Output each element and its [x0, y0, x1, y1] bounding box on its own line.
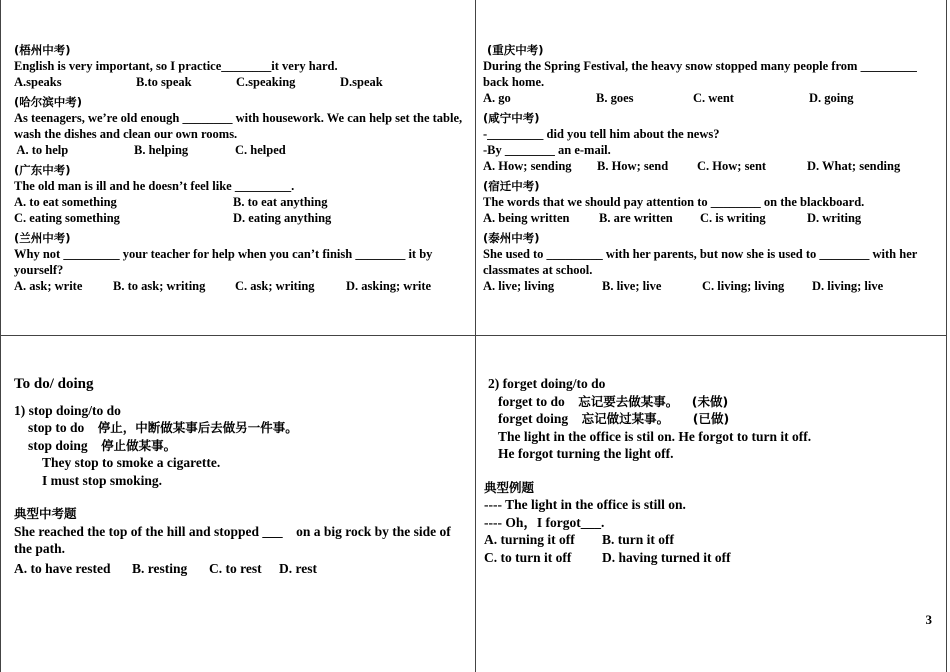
grammar-rule [484, 410, 939, 428]
option: A.speaks [14, 75, 62, 89]
option: C. is writing [700, 211, 766, 225]
vertical-divider [475, 0, 476, 672]
option: A. ask; write [14, 279, 83, 293]
option: C. to rest [209, 560, 262, 576]
option: A. live; living [483, 279, 555, 293]
question-line: -By ________ an e-mail. [483, 143, 611, 157]
panel-bottom-right [484, 375, 939, 566]
example-sentence: He forgot turning the light off. [498, 446, 674, 461]
rule-phrase: forget to do [498, 393, 565, 409]
option: D. writing [807, 211, 862, 225]
question-stem: The words that we should pay attention to ________ on the blackboard. [483, 195, 865, 209]
question-line: -_________ did you tell him about the news? [483, 127, 720, 141]
dialogue-line: ---- The light in the office is still on. [484, 497, 686, 512]
border-right [946, 0, 947, 672]
option: A. How; sending [483, 159, 572, 173]
option: C. helped [235, 143, 286, 157]
options-row [14, 142, 464, 158]
option: B. goes [596, 91, 634, 105]
example-sentence: The light in the office is stil on. He forgot to turn it off. [498, 428, 812, 444]
question-source: (广东中考) [14, 163, 71, 177]
options-row [14, 560, 464, 578]
option: A. being written [483, 211, 570, 225]
options-row [484, 531, 939, 549]
dialogue-line: ---- Oh，I forgot___. [484, 514, 605, 530]
grammar-rule [14, 419, 464, 437]
option: D.speak [340, 75, 383, 89]
typical-question-label: 典型中考题 [14, 506, 77, 521]
options-row [14, 278, 464, 294]
panel-top-right [483, 38, 938, 294]
option: B.to speak [136, 75, 192, 89]
option: C. to turn it off [484, 549, 572, 565]
option: B. resting [132, 560, 188, 576]
option: A. to help [14, 143, 69, 157]
options-row [14, 210, 464, 226]
grammar-rule [484, 393, 939, 411]
rule-meaning: 忘记做过某事。 [581, 411, 670, 426]
rule-phrase: forget doing [498, 411, 569, 426]
options-row [14, 74, 464, 90]
rule-tag: (已做) [692, 411, 730, 426]
question-source: (哈尔滨中考) [14, 95, 83, 109]
option: B. How; send [597, 159, 669, 173]
option: D. eating anything [233, 211, 332, 225]
options-row [483, 278, 938, 294]
rule-phrase: stop doing [28, 437, 88, 453]
option: D. living; live [812, 279, 884, 293]
question-stem: During the Spring Festival, the heavy snow stopped many people from _________ back home. [483, 59, 917, 89]
options-row [483, 158, 938, 174]
question-stem: The old man is ill and he doesn’t feel like _________. [14, 179, 295, 193]
horizontal-divider [0, 335, 947, 336]
option: A. go [483, 91, 511, 105]
option: C. How; sent [697, 159, 767, 173]
option: B. turn it off [602, 532, 674, 547]
option: A. to eat something [14, 195, 117, 209]
border-left [0, 0, 1, 672]
question-stem: English is very important, so I practice________it very hard. [14, 59, 338, 73]
option: B. to ask; writing [113, 279, 206, 293]
example-sentence: They stop to smoke a cigarette. [42, 455, 221, 470]
rule-meaning: 停止做某事。 [101, 437, 177, 453]
option: C. ask; writing [235, 279, 315, 293]
grammar-heading: 1) stop doing/to do [14, 402, 121, 418]
option: A. turning it off [484, 532, 575, 547]
grammar-rule [14, 437, 464, 455]
grammar-heading: 2) forget doing/to do [488, 376, 606, 391]
question-stem: As teenagers, we’re old enough ________ with housework. We can help set the table, wash the dishes and clean our own rooms. [14, 111, 463, 141]
rule-tag: (未做) [691, 393, 729, 409]
option: D. going [809, 91, 854, 105]
page-number: 3 [925, 612, 932, 627]
option: C. eating something [14, 211, 120, 225]
option: B. to eat anything [233, 195, 328, 209]
question-stem: Why not _________ your teacher for help when you can’t finish ________ it by yourself? [14, 247, 433, 277]
options-row [483, 90, 938, 106]
example-sentence: I must stop smoking. [42, 472, 163, 488]
question-source: (咸宁中考) [483, 111, 540, 125]
section-title: To do/ doing [14, 376, 94, 392]
option: C. went [693, 91, 734, 105]
question-source: (兰州中考) [14, 231, 71, 245]
option: D. asking; write [346, 279, 432, 293]
option: B. live; live [602, 279, 662, 293]
rule-phrase: stop to do [28, 420, 85, 435]
rule-meaning: 忘记要去做某事。 [578, 393, 679, 409]
question-stem: She used to _________ with her parents, but now she is used to ________ with her classmates at school. [483, 247, 918, 277]
question-source: (宿迁中考) [483, 179, 540, 193]
question-stem: She reached the top of the hill and stopped ___ on a big rock by the side of the path. [14, 523, 455, 556]
option: C.speaking [236, 75, 296, 89]
option: D. What; sending [807, 159, 901, 173]
options-row [483, 210, 938, 226]
question-source: (重庆中考) [483, 43, 544, 57]
question-source: (梧州中考) [14, 43, 71, 57]
option: A. to have rested [14, 560, 111, 576]
panel-bottom-left [14, 376, 464, 577]
option: D. rest [279, 560, 317, 576]
panel-top-left [14, 38, 464, 294]
options-row [484, 549, 939, 567]
option: B. helping [134, 143, 189, 157]
question-source: (泰州中考) [483, 231, 540, 245]
rule-meaning: 停止，中断做某事后去做另一件事。 [97, 420, 298, 435]
option: D. having turned it off [602, 549, 731, 565]
option: B. are written [599, 211, 673, 225]
option: C. living; living [702, 279, 785, 293]
typical-question-label: 典型例题 [484, 479, 535, 495]
options-row [14, 194, 464, 210]
